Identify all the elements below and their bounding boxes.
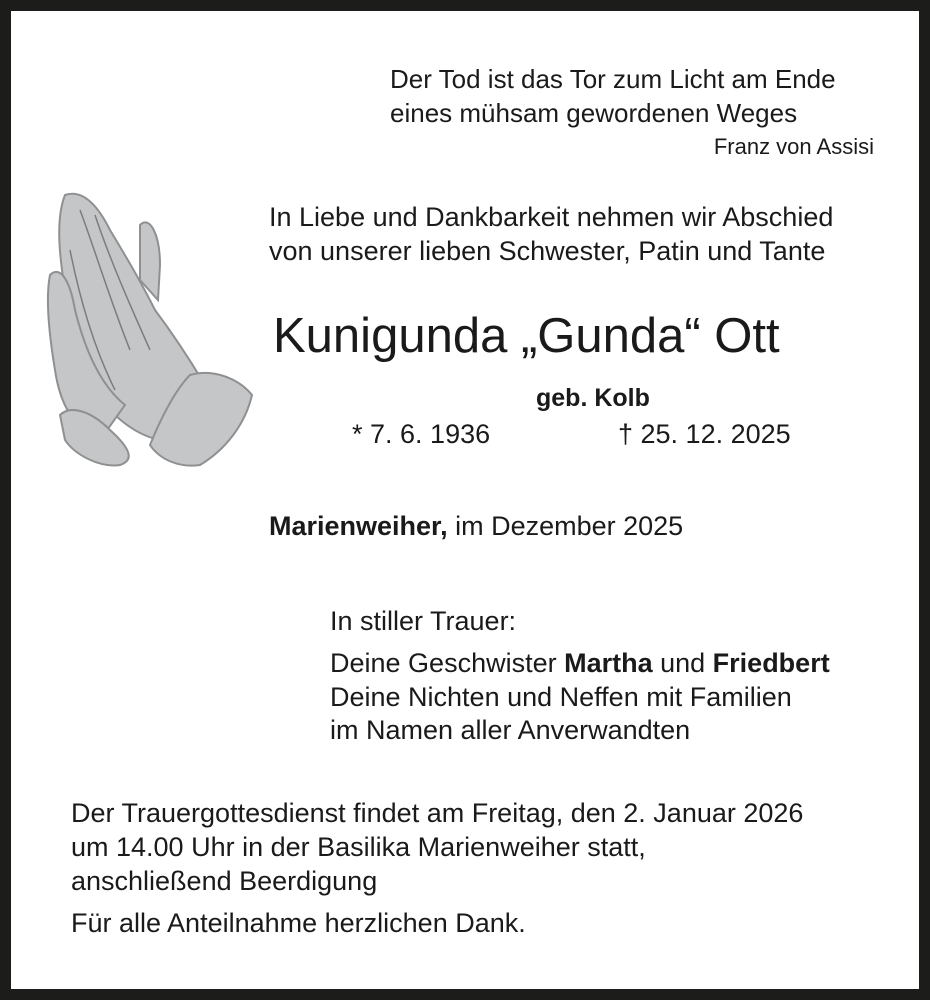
thanks-text: Für alle Anteilnahme herzlichen Dank. <box>71 908 526 938</box>
mourners-line-3: im Namen aller Anverwandten <box>330 715 691 745</box>
place-name: Marienweiher, <box>269 511 448 541</box>
date-text: im Dezember 2025 <box>447 511 684 541</box>
quote-line-2: eines mühsam gewordenen Weges <box>390 98 798 128</box>
intro-line-2: von unserer lieben Schwester, Patin und Tante <box>269 236 826 266</box>
mourners-line-2: Deine Nichten und Neffen mit Familien <box>330 682 792 712</box>
birth-date: * 7. 6. 1936 <box>352 419 491 449</box>
service-line-2: um 14.00 Uhr in der Basilika Marienweiher statt, <box>71 832 646 862</box>
siblings-label: Deine Geschwister <box>330 648 565 678</box>
sibling-name-1: Martha <box>564 648 653 678</box>
and-text: und <box>652 648 713 678</box>
place-date <box>269 509 683 543</box>
mourners-line-1 <box>330 646 830 680</box>
deceased-name: Kunigunda „Gunda“ Ott <box>273 309 780 363</box>
praying-hands-icon <box>40 190 255 470</box>
service-line-3: anschließend Beerdigung <box>71 866 378 896</box>
service-line-1: Der Trauergottesdienst findet am Freitag, den 2. Januar 2026 <box>71 798 804 828</box>
sibling-name-2: Friedbert <box>712 648 830 678</box>
death-date: † 25. 12. 2025 <box>618 419 791 449</box>
intro-line-1: In Liebe und Dankbarkeit nehmen wir Abschied <box>269 202 834 232</box>
quote-author: Franz von Assisi <box>713 134 874 159</box>
quote-line-1: Der Tod ist das Tor zum Licht am Ende <box>390 64 836 94</box>
maiden-name: geb. Kolb <box>536 384 650 412</box>
mourners-heading: In stiller Trauer: <box>330 606 517 636</box>
